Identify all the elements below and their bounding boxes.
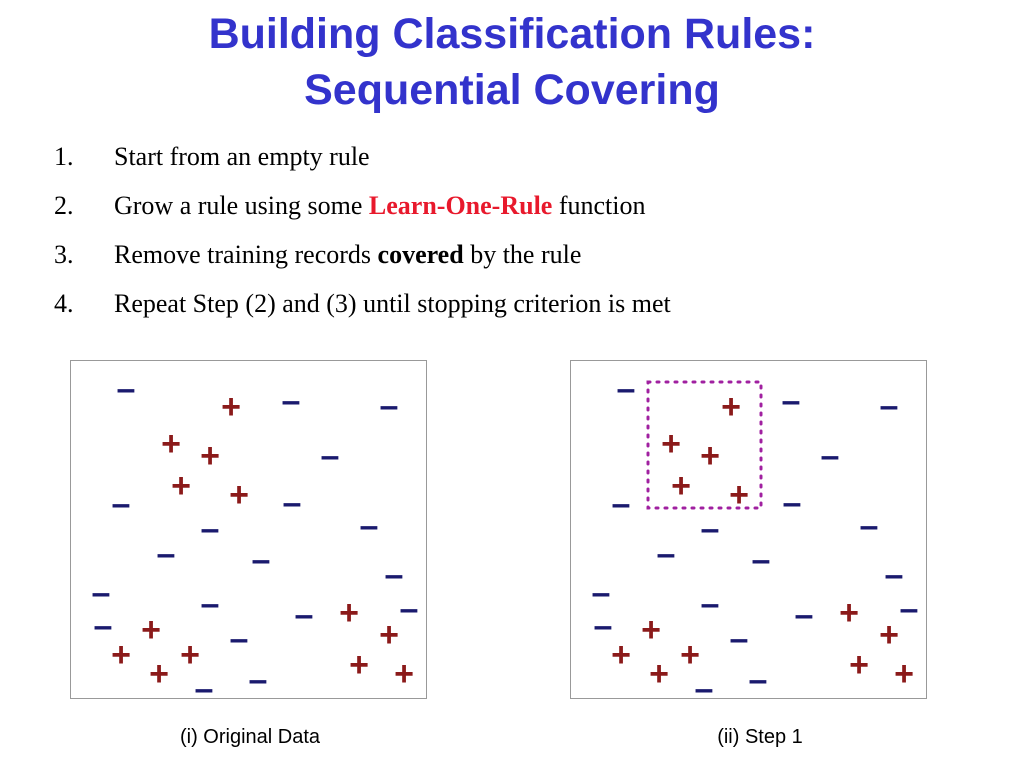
positive-record: + [661,425,681,463]
original-data-plot [71,361,428,700]
original-data-panel [70,360,427,699]
negative-record: – [884,556,904,594]
negative-record: – [794,596,814,634]
step-number: 4. [54,289,74,318]
negative-record: – [111,485,131,523]
negative-record: – [899,590,919,628]
positive-record: + [700,437,720,475]
positive-record: + [649,655,669,693]
positive-record: + [221,388,241,426]
positive-record: + [729,476,749,514]
negative-record: – [320,437,340,475]
negative-record: – [593,607,613,645]
step-text [114,185,645,227]
negative-record: – [700,585,720,623]
negative-record: – [200,585,220,623]
negative-record: – [294,596,314,634]
positive-record: + [141,611,161,649]
step-text: Start from an empty rule [114,142,370,171]
positive-record: + [394,655,414,693]
positive-record: + [671,467,691,505]
negative-record: – [251,541,271,579]
negative-record: – [229,620,249,658]
positive-record: + [894,655,914,693]
positive-record: + [171,467,191,505]
negative-record: – [591,574,611,612]
negative-record: – [194,670,214,700]
positive-record: + [611,636,631,674]
negative-record: – [656,535,676,573]
negative-record: – [700,510,720,548]
negative-record: – [748,661,768,699]
positive-record: + [839,594,859,632]
negative-record: – [282,484,302,522]
negative-record: – [859,507,879,545]
positive-record: + [349,646,369,684]
step-number: 1. [54,142,74,171]
positive-record: + [200,437,220,475]
negative-record: – [879,387,899,425]
negative-record: – [611,485,631,523]
negative-record: – [399,590,419,628]
positive-record: + [849,646,869,684]
step1-panel [570,360,927,699]
negative-record: – [200,510,220,548]
caption-original-data: (i) Original Data [179,726,321,748]
positive-record: + [680,636,700,674]
negative-record: – [820,437,840,475]
step-text-pre: Remove training records [114,240,378,269]
positive-record: + [339,594,359,632]
negative-record: – [156,535,176,573]
step-text [114,234,581,276]
negative-record: – [116,370,136,408]
negative-record: – [281,382,301,420]
positive-record: + [111,636,131,674]
caption-step1: (ii) Step 1 [717,726,803,748]
negative-record: – [694,670,714,700]
negative-record: – [359,507,379,545]
step-number: 2. [54,191,74,220]
step-text-post: by the rule [463,240,582,269]
positive-record: + [180,636,200,674]
positive-record: + [879,616,899,654]
title-line-1: Building Classification Rules: [208,10,816,58]
step-number: 3. [54,240,74,269]
negative-record: – [616,370,636,408]
positive-record: + [161,425,181,463]
step-text-post: function [552,191,646,220]
positive-record: + [641,611,661,649]
negative-record: – [93,607,113,645]
step-text: Repeat Step (2) and (3) until stopping criterion is met [114,289,671,318]
negative-record: – [248,661,268,699]
title-line-2: Sequential Covering [304,66,720,114]
negative-record: – [751,541,771,579]
negative-record: – [729,620,749,658]
slide-title [0,6,1024,118]
step-text-pre: Grow a rule using some [114,191,369,220]
positive-record: + [379,616,399,654]
negative-record: – [384,556,404,594]
negative-record: – [781,382,801,420]
positive-record: + [721,388,741,426]
positive-record: + [149,655,169,693]
negative-record: – [91,574,111,612]
step1-plot [571,361,928,700]
covered-bold: covered [377,240,464,269]
learn-one-rule-highlight: Learn-One-Rule [368,191,553,220]
negative-record: – [379,387,399,425]
positive-record: + [229,476,249,514]
negative-record: – [782,484,802,522]
